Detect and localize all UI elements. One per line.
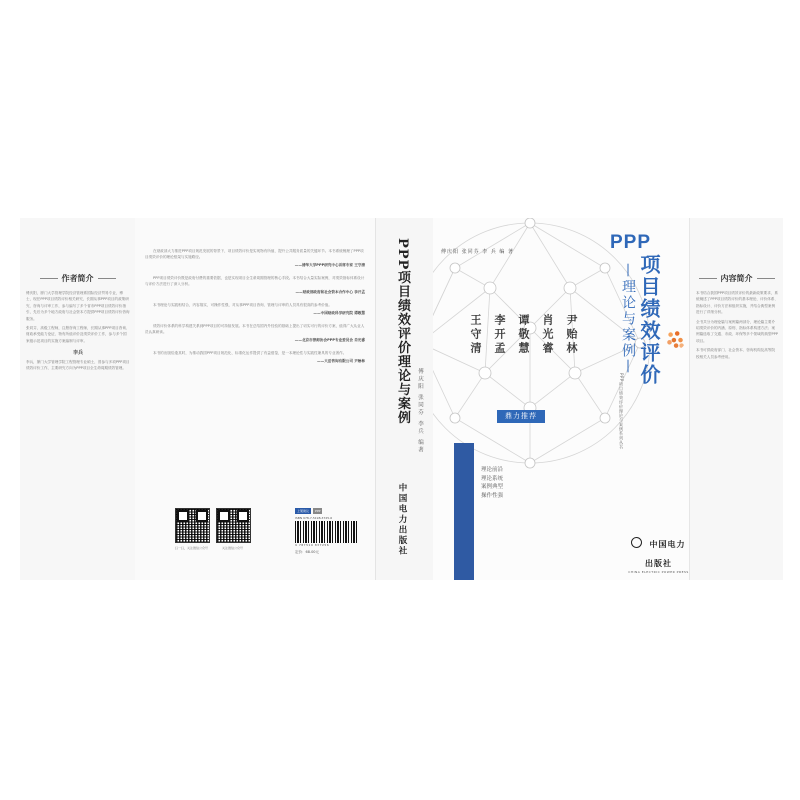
content-intro-body: [696, 290, 778, 363]
shelf-tag: PPP: [315, 509, 321, 513]
orange-dot-sphere-icon: [664, 328, 686, 350]
qr-code-icon: [216, 508, 251, 543]
recommender-names: [467, 314, 579, 356]
feature-item: 案例典型: [481, 484, 504, 490]
qr-block: [175, 508, 208, 550]
endorsement-text: PPP项目绩效评价既是政府付费的重要依据，也是实现项目全生命周期管理的核心手段。本书结合大量实际案例，对绩效指标体系设计与评价方法进行了深入分析。: [145, 276, 365, 286]
author-bio: 张同芬，高级工程师，注册咨询工程师，长期从事PPP项目咨询、财政承受能力论证、物有所值评价及绩效评价工作，参与多个国家级示范项目的实施方案编制与评审。: [26, 326, 130, 343]
right-flap: [689, 218, 783, 580]
barcode-block: [295, 508, 357, 555]
series-name: PPP项目绩效评价理论与案例系列丛书: [619, 373, 624, 450]
endorsement-text: 本书的出版恰逢其时，为推动我国PPP项目规范化、标准化运作提供了有益借鉴，是一本理论性与实践性兼具的专业著作。: [153, 351, 347, 355]
endorsement-signature: ——北京市律师协会PPP专业委员会 肖光睿: [294, 338, 365, 342]
content-intro-heading: 内容简介: [690, 273, 783, 284]
feature-item: 理论系统: [481, 475, 504, 482]
endorsements: [145, 248, 365, 371]
book-cover-spread: [20, 218, 782, 580]
publisher-block: [628, 532, 689, 574]
endorsement-text: 绩效评价体系的科学构建关系到PPP项目的可持续发展。本书在总结国内外经验的基础上提出了切实可行的评价方案，值得广大从业人员认真研读。: [145, 324, 365, 334]
recommender-name: 王守清: [469, 314, 482, 356]
feature-item: 操作性强: [481, 492, 504, 499]
recommender-name: 尹贻林: [565, 314, 578, 356]
content-paragraph: 本书结合我国PPP项目绩效评价的最新政策要求，系统阐述了PPP项目绩效评价的基本理论、评价体系、指标设计、评价方法和组织实施，并结合典型案例进行了详细分析。: [696, 291, 778, 315]
book-title: 项目绩效评价: [637, 254, 661, 386]
endorsement-text: 本书理论与实践相结合，内容翔实，可操作性强，对从事PPP项目咨询、管理与评审的人员具有很高的参考价值。: [153, 303, 332, 307]
spine-publisher: 中国电力出版社: [397, 483, 407, 557]
author-bio: 李兵，厦门大学管理学院工程管理专业硕士，曾参与多项PPP项目绩效评价工作，主要研究方向为PPP项目全生命周期绩效管理。: [26, 359, 130, 371]
shelf-tag: 上架建议: [297, 509, 310, 513]
price-label: 定价：68.00元: [295, 550, 320, 554]
author-bio: 傅庆阳，厦门大学管理学院经济管理系国际经济贸易专业，博士，现任PPP项目绩效评价相关研究，长期从事PPP项目的政策研究、咨询与评审工作，参与编写了多个省市PPP项目绩效评价指引，先后为多个地方政府与社会资本方提供PPP项目绩效评价咨询服务。: [26, 291, 130, 321]
left-flap: [20, 218, 136, 580]
endorsement-signature: ——清华大学PPP研究中心首席专家 王守清: [294, 263, 365, 267]
recommender-name: 肖光睿: [541, 314, 554, 356]
recommender-name: 谭敬慧: [517, 314, 530, 356]
isbn-label: ISBN 978-7-5198-3725-6: [295, 516, 333, 520]
front-cover: [433, 218, 689, 580]
back-cover: [135, 218, 375, 580]
content-paragraph: 本书可供政府部门、社会资本、咨询机构及高等院校相关人员参考使用。: [696, 348, 776, 359]
shelf-tags: [295, 508, 357, 514]
endorsement-text: 在财政部大力推进PPP项目规范发展的背景下，项目绩效评价是实现物有所值、提升公共服务质量的关键环节。本书系统梳理了PPP项目绩效评价的理论框架与实施路径。: [145, 249, 364, 259]
author-intro-body: [26, 290, 130, 374]
publisher-name-en: CHINA ELECTRIC POWER PRESS: [628, 570, 689, 574]
feature-item: 理论前沿: [481, 467, 504, 473]
title-prefix: PPP: [610, 232, 652, 253]
barcode-number: 9 787519 837256: [295, 543, 330, 547]
content-paragraph: 全书共分为理论篇与案例篇两部分，理论篇主要介绍绩效评价的内涵、原则、指标体系构建方法；案例篇选取了交通、市政、环保等多个领域的典型PPP项目。: [696, 319, 778, 343]
author-name: 李兵: [72, 350, 83, 357]
qr-caption: 关注微信公众号: [221, 546, 243, 550]
barcode-icon: [295, 521, 357, 543]
qr-block: [216, 508, 249, 550]
feature-list: [481, 466, 503, 500]
publisher-name: 中国电力出版社: [645, 539, 686, 568]
author-intro-heading: 作者简介: [20, 273, 135, 284]
front-authors: 傅庆阳 张同芬 李 兵 编 著: [441, 249, 514, 255]
qr-code-icon: [175, 508, 210, 543]
endorsement-signature: ——财政部政府和社会资本合作中心 李开孟: [295, 290, 365, 294]
qr-codes: [175, 508, 249, 550]
recommender-name: 李开孟: [493, 314, 506, 356]
publisher-logo-icon: [631, 537, 642, 548]
endorsement-signature: ——中国财政科学研究院 谭敬慧: [313, 311, 365, 315]
recommend-badge: 鼎力推荐: [497, 410, 545, 423]
endorsement-signature: ——大岳咨询有限公司 尹贻林: [317, 359, 365, 363]
book-subtitle: —理论与案例—: [620, 263, 636, 375]
blue-accent-bar: [454, 443, 474, 580]
spine: [375, 218, 435, 580]
qr-caption: 扫一扫，关注微信公众号: [175, 546, 209, 550]
spine-authors: 傅庆阳 张同芬 李兵 编著: [417, 368, 423, 455]
spine-title: PPP项目绩效评价理论与案例: [395, 238, 410, 425]
